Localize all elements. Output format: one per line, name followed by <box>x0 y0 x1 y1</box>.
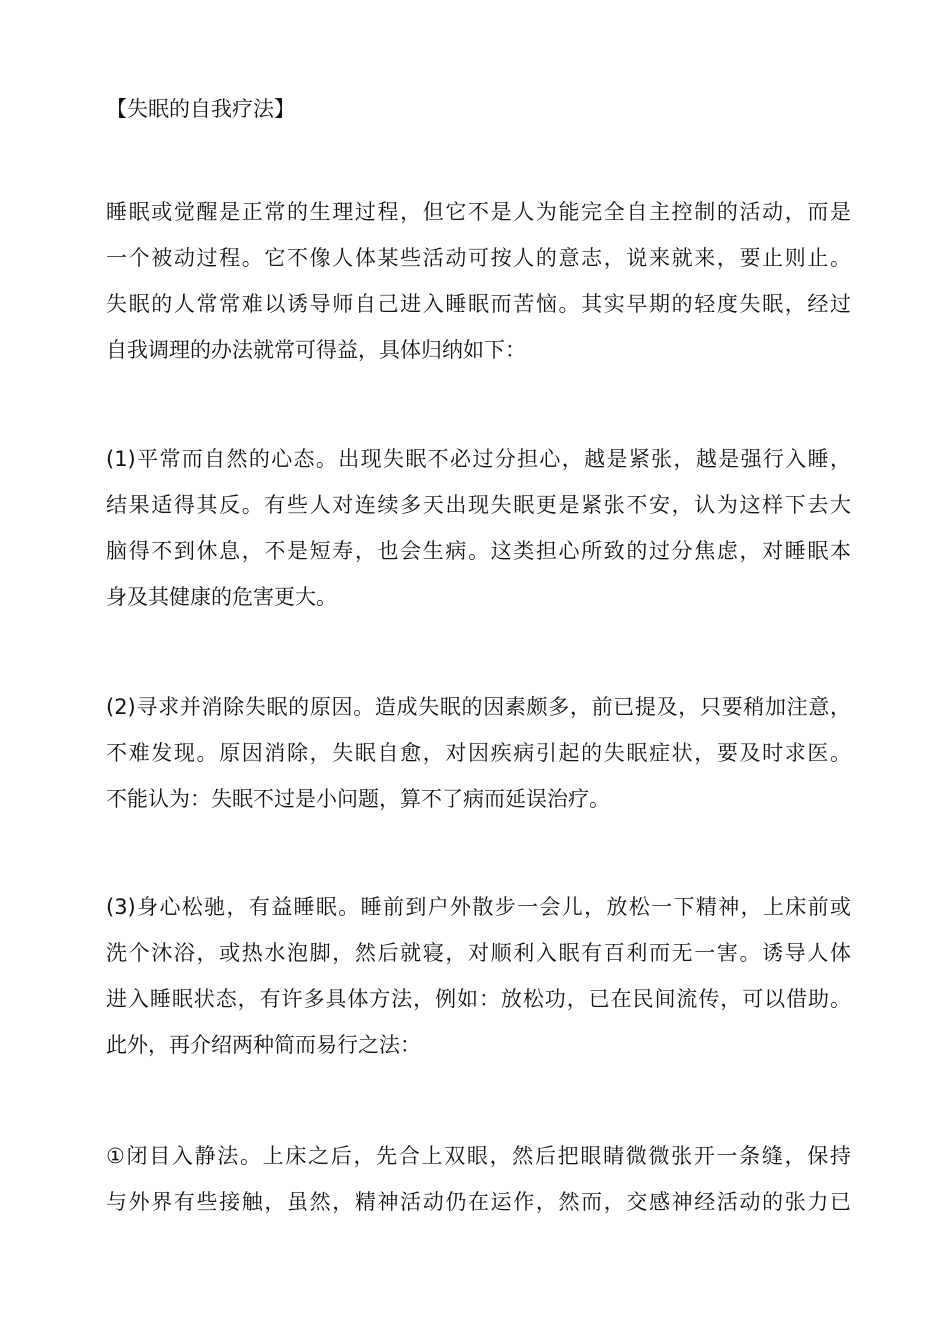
text-line: 进入睡眠状态，有许多具体方法，例如：放松功，已在民间流传，可以借助。 <box>106 987 851 1011</box>
text-line: 不能认为：失眠不过是小问题，算不了病而延误治疗。 <box>106 787 610 811</box>
paragraph-intro <box>106 189 851 373</box>
document-title: 【失眠的自我疗法】 <box>106 97 295 121</box>
paragraph-method-1 <box>106 1133 851 1225</box>
paragraph-item-3 <box>106 884 851 1068</box>
paragraph-item-2 <box>106 684 851 822</box>
text-line: (3)身心松驰，有益睡眠。睡前到户外散步一会儿，放松一下精神，上床前或 <box>106 895 851 919</box>
text-line: 自我调理的办法就常可得益，具体归纳如下： <box>106 338 526 362</box>
text-line: (1)平常而自然的心态。出现失眠不必过分担心，越是紧张，越是强行入睡， <box>106 447 851 471</box>
text-line: 睡眠或觉醒是正常的生理过程，但它不是人为能完全自主控制的活动，而是 <box>106 200 851 224</box>
text-line: ①闭目入静法。上床之后，先合上双眼，然后把眼睛微微张开一条缝，保持 <box>106 1144 851 1168</box>
text-line: 不难发现。原因消除，失眠自愈，对因疾病引起的失眠症状，要及时求医。 <box>106 741 851 765</box>
text-line: 结果适得其反。有些人对连续多天出现失眠更是紧张不安，认为这样下去大 <box>106 493 851 517</box>
text-line: 此外，再介绍两种简而易行之法： <box>106 1033 421 1057</box>
text-line: 洗个沐浴，或热水泡脚，然后就寝，对顺利入眠有百利而无一害。诱导人体 <box>106 941 851 965</box>
text-line: 一个被动过程。它不像人体某些活动可按人的意志，说来就来，要止则止。 <box>106 246 851 270</box>
paragraph-item-1 <box>106 436 851 620</box>
text-line: (2)寻求并消除失眠的原因。造成失眠的因素颇多，前已提及，只要稍加注意， <box>106 695 851 719</box>
text-line: 与外界有些接触，虽然，精神活动仍在运作，然而，交感神经活动的张力已 <box>106 1190 851 1214</box>
text-line: 脑得不到休息，不是短寿，也会生病。这类担心所致的过分焦虑，对睡眠本 <box>106 539 851 563</box>
text-line: 失眠的人常常难以诱导师自己进入睡眠而苦恼。其实早期的轻度失眠，经过 <box>106 292 851 316</box>
text-line: 身及其健康的危害更大。 <box>106 585 337 609</box>
